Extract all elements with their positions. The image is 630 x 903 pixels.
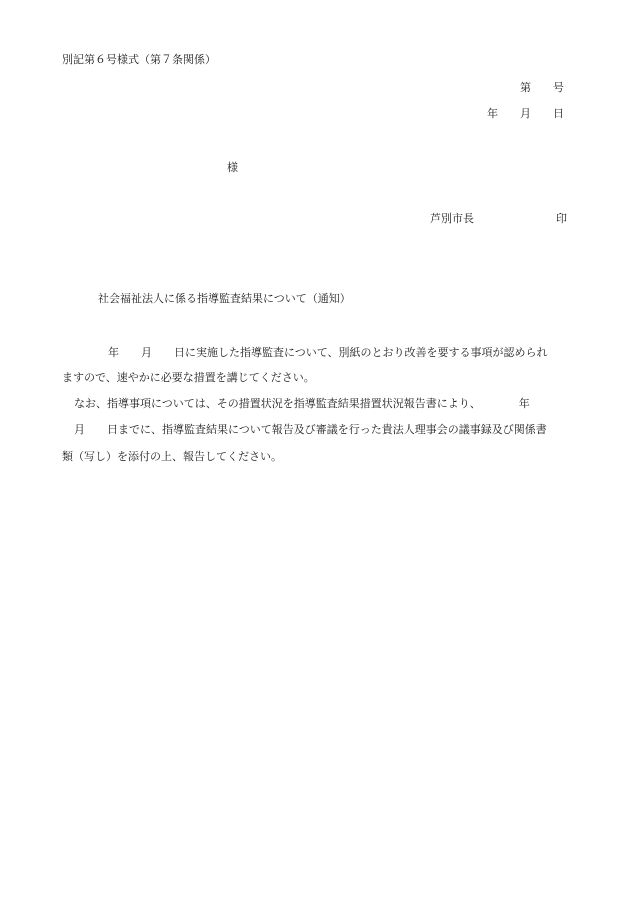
p1-month: 月: [141, 346, 152, 359]
date-month: 月: [520, 107, 531, 120]
subject-title: 社会福祉法人に係る指導監査結果について（通知）: [98, 292, 351, 305]
p2-year: 年: [518, 397, 530, 410]
form-label: 別記第６号様式（第７条関係）: [62, 53, 216, 66]
p2-line2-text: 日までに、指導監査結果について報告及び審議を行った貴法人理事会の議事録及び関係書: [107, 423, 547, 436]
document-number: [520, 82, 564, 93]
body-paragraph-1-line-1: [108, 347, 548, 358]
number-suffix: 号: [553, 81, 564, 94]
seal-mark: 印: [556, 212, 567, 225]
p1-year: 年: [108, 346, 119, 359]
body-paragraph-2-line-1: [74, 398, 530, 409]
p1-line1-text: 日に実施した指導監査について、別紙のとおり改善を要する事項が認められ: [174, 346, 548, 359]
body-paragraph-1-line-2: ますので、速やかに必要な措置を講じてください。: [62, 371, 315, 384]
sender-title: 芦別市長: [430, 212, 474, 225]
p2-month: 月: [74, 423, 85, 436]
date-year: 年: [487, 107, 498, 120]
sender: [430, 213, 567, 224]
p2-line1-text: なお、指導事項については、その措置状況を指導監査結果措置状況報告書により、: [74, 397, 481, 410]
document-date: [487, 108, 564, 119]
addressee-suffix: 様: [227, 161, 238, 174]
body-paragraph-2-line-3: 類（写し）を添付の上、報告してください。: [62, 450, 282, 463]
number-prefix: 第: [520, 81, 531, 94]
body-paragraph-2-line-2: [74, 424, 547, 435]
date-day: 日: [553, 107, 564, 120]
